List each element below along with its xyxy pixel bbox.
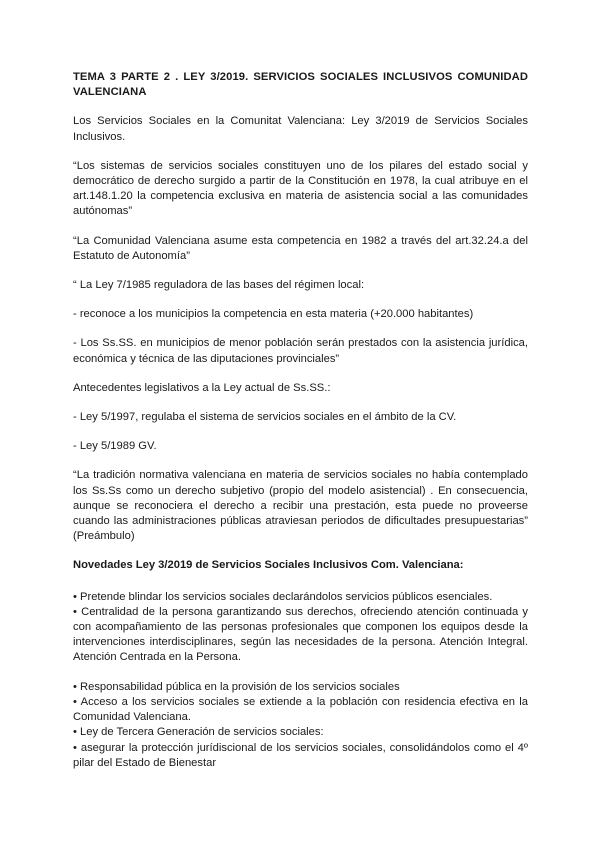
section-heading-novedades: Novedades Ley 3/2019 de Servicios Sociales Inclusivos Com. Valenciana: [73, 559, 464, 572]
bullet-list-2 [73, 680, 528, 771]
paragraph-quote-estatuto: “La Comunidad Valenciana asume esta competencia en 1982 a través del art.32.24.a del Estatuto de Autonomía” [73, 234, 528, 262]
paragraph-quote-constitution: “Los sistemas de servicios sociales constituyen uno de los pilares del estado social y democrático de derecho surgido a partir de la Constitución en 1978, la cual atribuye en el art.148.1.20 la competencia exclusiva en materia de asistencia social a las comunidades autónomas” [73, 159, 528, 218]
paragraph-preambulo: “La tradición normativa valenciana en materia de servicios sociales no había contemplado los Ss.Ss como un derecho subjetivo (propio del modelo asistencial) . En consecuencia, aunque se reconociera el derecho a recibir una prestación, esta puede no proveerse cuando las administraciones públicas atraviesan periodos de dificultades presupuestarias” (Preámbulo) [73, 469, 528, 543]
document-page [73, 70, 528, 785]
list-item: • Ley de Tercera Generación de servicios sociales: [73, 726, 324, 739]
paragraph-ley-5-1989: - Ley 5/1989 GV. [73, 440, 157, 453]
list-item: • Pretende blindar los servicios sociales declarándolos servicios públicos esenciales. [73, 590, 493, 603]
paragraph-intro: Los Servicios Sociales en la Comunitat Valenciana: Ley 3/2019 de Servicios Sociales Inclusivos. [73, 115, 528, 143]
list-item: • Responsabilidad pública en la provisión de los servicios sociales [73, 680, 400, 693]
paragraph-municipios: - reconoce a los municipios la competencia en esta materia (+20.000 habitantes) [73, 308, 474, 321]
list-item: • Acceso a los servicios sociales se extiende a la población con residencia efectiva en la Comunidad Valenciana. [73, 695, 528, 724]
list-item: • asegurar la protección jurídiscional de los servicios sociales, consolidándolos como el 4º pilar del Estado de Bienestar [73, 741, 528, 769]
document-title: TEMA 3 PARTE 2 . LEY 3/2019. SERVICIOS SOCIALES INCLUSIVOS COMUNIDAD VALENCIANA [73, 71, 528, 99]
list-item: • Centralidad de la persona garantizando sus derechos, ofreciendo atención continuada y con acompañamiento de las personas profesionales que componen los equipos desde la intervenciones interdisciplinares, según las necesidades de la persona. Atención Integral. Atención Centrada en la Persona. [73, 605, 528, 664]
paragraph-antecedentes: Antecedentes legislativos a la Ley actual de Ss.SS.: [73, 381, 331, 394]
paragraph-ley-7-1985: “ La Ley 7/1985 reguladora de las bases del régimen local: [73, 279, 365, 292]
paragraph-diputaciones: - Los Ss.SS. en municipios de menor población serán prestados con la asistencia jurídica, económica y técnica de las diputaciones provinciales” [73, 337, 528, 365]
paragraph-ley-5-1997: - Ley 5/1997, regulaba el sistema de servicios sociales en el ámbito de la CV. [73, 411, 457, 424]
bullet-list-1 [73, 590, 528, 666]
